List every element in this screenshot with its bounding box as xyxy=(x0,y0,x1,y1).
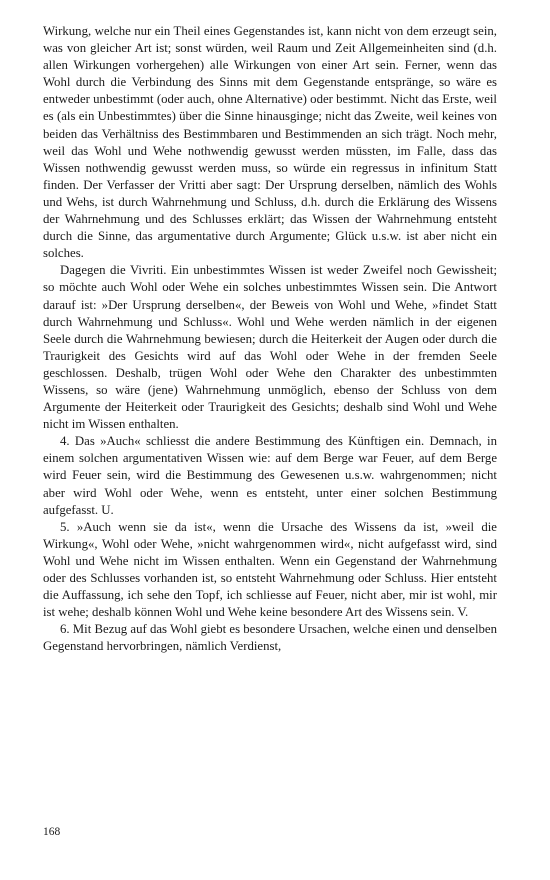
page-body xyxy=(43,23,497,655)
paragraph: 4. Das »Auch« schliesst die andere Bestimmung des Künftigen ein. Demnach, in einem solchen argumentativen Wissen wie: auf dem Berge war Feuer, auf dem Berge wird Feuer sein, wird die Bestimmung des Gewesenen u.s.w. wahrgenommen; nicht aber wird Wohl oder Wehe, wenn es entsteht, unter einer solchen Bestimmung aufgefasst. U. xyxy=(43,434,497,517)
paragraph: 5. »Auch wenn sie da ist«, wenn die Ursache des Wissens da ist, »weil die Wirkung«, Wohl oder Wehe, »nicht wahrgenommen wird«, nicht aufgefasst wird, sind Wohl und Wehe nicht im Wissen enthalten. Wenn ein Gegenstand der Wahrnehmung oder des Schlusses vorhanden ist, so entsteht Wahrnehmung oder Schluss. Hier entsteht die Auffassung, ich sehe den Topf, ich schliesse auf Feuer, nicht aber, mir ist wohl, mir ist wehe; deshalb können Wohl und Wehe keine besondere Art des Wissens sein. V. xyxy=(43,519,497,620)
paragraph: 6. Mit Bezug auf das Wohl giebt es besondere Ursachen, welche einen und denselben Gegenstand hervorbringen, nämlich Verdienst, xyxy=(43,622,497,654)
paragraph: Dagegen die Vivriti. Ein unbestimmtes Wissen ist weder Zweifel noch Gewissheit; so möchte auch Wohl oder Wehe ein solches unbestimmtes Wissen sein. Die Antwort darauf ist: »Der Ursprung derselben«, der Beweis von Wohl und Wehe, »findet Statt durch Wahrnehmung und Schluss«. Wohl und Wehe werden nämlich in der eigenen Seele durch die Wahrnehmung bewiesen; durch die Heiterkeit der Augen oder durch die Traurigkeit des Gesichts wird auf das Wohl oder Wehe in der fremden Seele geschlossen. Deshalb, trügen Wohl oder Wehe den Charakter des unbestimmten Wissens, so wäre (jene) Wahrnehmung unmöglich, ebenso der Schluss von dem Argumente der Heiterkeit oder Traurigkeit des Gesichts; deshalb sind Wohl und Wehe nicht im Wissen enthalten. xyxy=(43,263,497,432)
page-number: 168 xyxy=(43,826,61,838)
paragraph: Wirkung, welche nur ein Theil eines Gegenstandes ist, kann nicht von dem erzeugt sein, was von gleicher Art ist; sonst würden, weil Raum und Zeit Allgemeinheiten sind (d.h. allen Wirkungen vorhergehen) alle Wirkungen von einer Art sein. Ferner, wenn das Wohl durch die Verbindung des Sinns mit dem Gegenstande entspränge, so wäre es entweder unbestimmt (oder auch, ohne Alternative) oder bestimmt. Nicht das Erste, weil es (als ein Unbestimmtes) über die Sinne hinausginge; nicht das Zweite, weil keines von beiden das Verhältniss des Bestimmbaren und Bestimmenden an sich trägt. Noch mehr, weil das Wohl und Wehe nothwendig gewusst werden müssten, im Falle, dass das Wissen nothwendig gewusst werden muss, so würde ein regressus in infinitum Statt finden. Der Verfasser der Vritti aber sagt: Der Ursprung derselben, nämlich des Wohls und Wehs, ist durch Wahrnehmung und Schluss, d.h. durch die Erklärung des Wissens der Wahrnehmung und des Schlusses erklärt; das Wissen der Wahrnehmung entsteht durch die Sinne, das argumentative durch Argumente; Glück u.s.w. ist aber nicht ein solches. xyxy=(43,24,497,261)
